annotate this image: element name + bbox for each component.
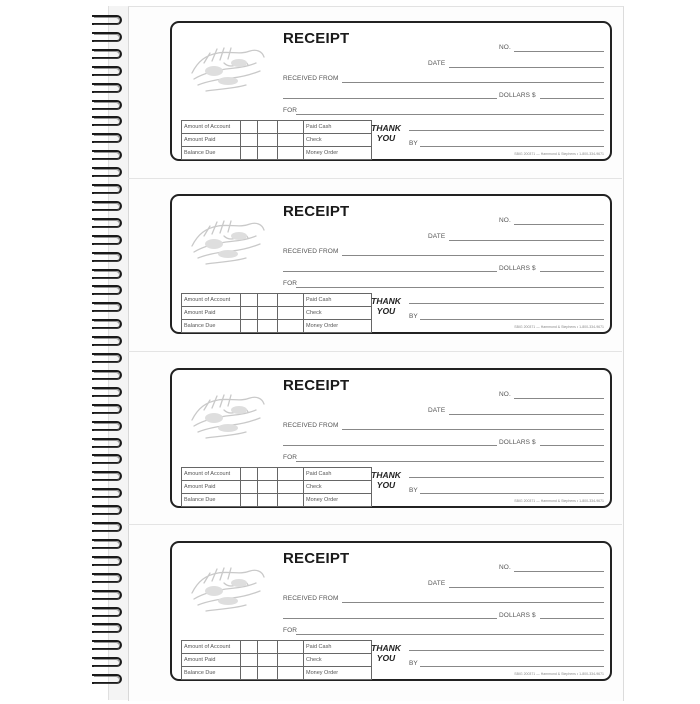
for-field[interactable] <box>296 287 604 288</box>
thank-label: THANK <box>371 296 401 306</box>
table-cell[interactable] <box>258 468 278 481</box>
hand-sketch-icon <box>184 206 270 272</box>
by-field[interactable] <box>420 319 604 320</box>
table-cell[interactable] <box>241 667 258 680</box>
dollars-label: DOLLARS $ <box>499 612 536 619</box>
table-cell: Paid Cash <box>304 468 372 481</box>
coil-ring <box>86 369 122 382</box>
table-cell: Balance Due <box>182 147 241 160</box>
coil-ring <box>86 386 122 399</box>
coil-ring <box>86 284 122 297</box>
publisher-credit: SBIG 200371 — Hammond & Stephens • 1-800-334-9671 <box>514 152 604 156</box>
table-cell[interactable] <box>278 134 304 147</box>
coil-ring <box>86 166 122 179</box>
for-label: FOR <box>283 107 298 114</box>
date-label: DATE <box>428 580 446 587</box>
table-cell[interactable] <box>278 654 304 667</box>
signature-line[interactable] <box>409 130 604 131</box>
date-label: DATE <box>428 233 446 240</box>
table-cell: Amount of Account <box>182 641 241 654</box>
no-field[interactable] <box>514 398 604 399</box>
publisher-credit: SBIG 200371 — Hammond & Stephens • 1-800-334-9671 <box>514 499 604 503</box>
received-from-label: RECEIVED FROM <box>283 75 339 82</box>
coil-ring <box>86 352 122 365</box>
table-cell[interactable] <box>258 320 278 333</box>
thank-you-text <box>366 296 406 316</box>
table-cell[interactable] <box>258 121 278 134</box>
table-row <box>182 654 372 667</box>
no-label: NO. <box>499 564 511 571</box>
table-cell: Amount Paid <box>182 134 241 147</box>
dollars-field[interactable] <box>540 618 604 619</box>
receipt-title: RECEIPT <box>283 30 350 47</box>
amount-words-field[interactable] <box>283 445 497 446</box>
table-cell: Money Order <box>304 320 372 333</box>
table-cell[interactable] <box>241 294 258 307</box>
by-label: BY <box>409 487 418 494</box>
received-from-field[interactable] <box>342 82 604 83</box>
by-field[interactable] <box>420 493 604 494</box>
coil-ring <box>86 538 122 551</box>
you-label: YOU <box>376 306 396 316</box>
table-cell[interactable] <box>258 147 278 160</box>
table-cell[interactable] <box>258 641 278 654</box>
no-field[interactable] <box>514 51 604 52</box>
table-row <box>182 121 372 134</box>
signature-line[interactable] <box>409 650 604 651</box>
receipt-form <box>170 541 612 681</box>
received-from-field[interactable] <box>342 429 604 430</box>
payment-table <box>181 640 372 680</box>
coil-ring <box>86 200 122 213</box>
publisher-credit: SBIG 200371 — Hammond & Stephens • 1-800-334-9671 <box>514 325 604 329</box>
table-row <box>182 641 372 654</box>
table-cell: Money Order <box>304 494 372 507</box>
receipt-title: RECEIPT <box>283 550 350 567</box>
table-cell[interactable] <box>258 307 278 320</box>
coil-ring <box>86 555 122 568</box>
coil-ring <box>86 487 122 500</box>
table-cell[interactable] <box>258 134 278 147</box>
coil-ring <box>86 589 122 602</box>
table-cell: Check <box>304 654 372 667</box>
amount-words-field[interactable] <box>283 618 497 619</box>
table-cell: Balance Due <box>182 667 241 680</box>
thank-label: THANK <box>371 123 401 133</box>
receipt-form <box>170 21 612 161</box>
received-from-field[interactable] <box>342 602 604 603</box>
coil-ring <box>86 656 122 669</box>
for-field[interactable] <box>296 634 604 635</box>
coil-ring <box>86 31 122 44</box>
table-cell: Balance Due <box>182 320 241 333</box>
thank-you-text <box>366 643 406 663</box>
table-cell[interactable] <box>258 654 278 667</box>
table-row <box>182 468 372 481</box>
for-field[interactable] <box>296 461 604 462</box>
signature-line[interactable] <box>409 477 604 478</box>
table-cell: Amount Paid <box>182 654 241 667</box>
coil-ring <box>86 234 122 247</box>
coil-ring <box>86 403 122 416</box>
table-cell[interactable] <box>241 641 258 654</box>
table-row <box>182 307 372 320</box>
table-cell: Amount of Account <box>182 468 241 481</box>
coil-ring <box>86 504 122 517</box>
coil-ring <box>86 622 122 635</box>
coil-ring <box>86 65 122 78</box>
coil-ring <box>86 251 122 264</box>
coil-ring <box>86 268 122 281</box>
receipt-form <box>170 368 612 508</box>
by-label: BY <box>409 660 418 667</box>
amount-words-field[interactable] <box>283 271 497 272</box>
table-cell[interactable] <box>258 294 278 307</box>
table-cell[interactable] <box>278 468 304 481</box>
payment-table <box>181 120 372 160</box>
coil-ring <box>86 437 122 450</box>
hand-sketch-icon <box>184 553 270 619</box>
publisher-credit: SBIG 200371 — Hammond & Stephens • 1-800-334-9671 <box>514 672 604 676</box>
table-cell: Check <box>304 134 372 147</box>
receipt-title: RECEIPT <box>283 203 350 220</box>
spiral-binding-icon <box>86 14 126 704</box>
perforation-line <box>128 351 622 352</box>
table-cell: Amount Paid <box>182 481 241 494</box>
table-cell[interactable] <box>241 481 258 494</box>
for-label: FOR <box>283 280 298 287</box>
for-label: FOR <box>283 627 298 634</box>
table-row <box>182 294 372 307</box>
received-from-field[interactable] <box>342 255 604 256</box>
date-field[interactable] <box>449 240 604 241</box>
coil-ring <box>86 673 122 686</box>
table-cell: Check <box>304 307 372 320</box>
coil-ring <box>86 318 122 331</box>
dollars-label: DOLLARS $ <box>499 439 536 446</box>
table-cell[interactable] <box>241 654 258 667</box>
thank-you-text <box>366 470 406 490</box>
coil-ring <box>86 82 122 95</box>
table-cell: Amount of Account <box>182 294 241 307</box>
you-label: YOU <box>376 480 396 490</box>
coil-ring <box>86 521 122 534</box>
by-field[interactable] <box>420 666 604 667</box>
coil-ring <box>86 301 122 314</box>
received-from-label: RECEIVED FROM <box>283 422 339 429</box>
no-field[interactable] <box>514 571 604 572</box>
table-row <box>182 494 372 507</box>
no-label: NO. <box>499 217 511 224</box>
table-row <box>182 320 372 333</box>
by-field[interactable] <box>420 146 604 147</box>
receipt-title: RECEIPT <box>283 377 350 394</box>
received-from-label: RECEIVED FROM <box>283 595 339 602</box>
table-cell[interactable] <box>241 494 258 507</box>
table-cell: Money Order <box>304 667 372 680</box>
table-row <box>182 667 372 680</box>
table-cell[interactable] <box>278 307 304 320</box>
table-cell[interactable] <box>241 307 258 320</box>
table-cell[interactable] <box>258 667 278 680</box>
table-cell: Amount Paid <box>182 307 241 320</box>
payment-table <box>181 293 372 333</box>
table-cell[interactable] <box>278 147 304 160</box>
date-field[interactable] <box>449 67 604 68</box>
table-cell[interactable] <box>278 294 304 307</box>
table-cell: Check <box>304 481 372 494</box>
receipt-form <box>170 194 612 334</box>
table-cell: Paid Cash <box>304 121 372 134</box>
date-field[interactable] <box>449 414 604 415</box>
table-cell[interactable] <box>278 494 304 507</box>
table-cell[interactable] <box>278 481 304 494</box>
payment-table <box>181 467 372 507</box>
coil-ring <box>86 183 122 196</box>
coil-ring <box>86 149 122 162</box>
dollars-label: DOLLARS $ <box>499 265 536 272</box>
date-label: DATE <box>428 60 446 67</box>
dollars-label: DOLLARS $ <box>499 92 536 99</box>
table-cell[interactable] <box>278 667 304 680</box>
for-field[interactable] <box>296 114 604 115</box>
table-cell[interactable] <box>258 481 278 494</box>
table-cell: Amount of Account <box>182 121 241 134</box>
by-label: BY <box>409 313 418 320</box>
perforation-line <box>128 178 622 179</box>
table-cell[interactable] <box>241 134 258 147</box>
table-cell: Balance Due <box>182 494 241 507</box>
coil-ring <box>86 99 122 112</box>
coil-ring <box>86 420 122 433</box>
you-label: YOU <box>376 133 396 143</box>
coil-ring <box>86 48 122 61</box>
thank-label: THANK <box>371 470 401 480</box>
table-cell[interactable] <box>258 494 278 507</box>
hand-sketch-icon <box>184 380 270 446</box>
signature-line[interactable] <box>409 303 604 304</box>
coil-ring <box>86 132 122 145</box>
hand-sketch-icon <box>184 33 270 99</box>
no-label: NO. <box>499 391 511 398</box>
no-label: NO. <box>499 44 511 51</box>
coil-ring <box>86 470 122 483</box>
table-cell[interactable] <box>241 147 258 160</box>
received-from-label: RECEIVED FROM <box>283 248 339 255</box>
you-label: YOU <box>376 653 396 663</box>
dollars-field[interactable] <box>540 98 604 99</box>
table-cell[interactable] <box>278 320 304 333</box>
table-row <box>182 147 372 160</box>
date-label: DATE <box>428 407 446 414</box>
coil-ring <box>86 572 122 585</box>
table-cell[interactable] <box>241 468 258 481</box>
dollars-field[interactable] <box>540 271 604 272</box>
by-label: BY <box>409 140 418 147</box>
table-cell: Money Order <box>304 147 372 160</box>
thank-label: THANK <box>371 643 401 653</box>
coil-ring <box>86 14 122 27</box>
table-cell[interactable] <box>278 641 304 654</box>
table-cell[interactable] <box>278 121 304 134</box>
coil-ring <box>86 115 122 128</box>
perforation-line <box>128 524 622 525</box>
table-row <box>182 134 372 147</box>
table-cell: Paid Cash <box>304 294 372 307</box>
coil-ring <box>86 639 122 652</box>
date-field[interactable] <box>449 587 604 588</box>
dollars-field[interactable] <box>540 445 604 446</box>
table-cell[interactable] <box>241 121 258 134</box>
table-cell: Paid Cash <box>304 641 372 654</box>
table-row <box>182 481 372 494</box>
coil-ring <box>86 453 122 466</box>
amount-words-field[interactable] <box>283 98 497 99</box>
coil-ring <box>86 217 122 230</box>
for-label: FOR <box>283 454 298 461</box>
coil-ring <box>86 335 122 348</box>
coil-ring <box>86 606 122 619</box>
no-field[interactable] <box>514 224 604 225</box>
table-cell[interactable] <box>241 320 258 333</box>
thank-you-text <box>366 123 406 143</box>
